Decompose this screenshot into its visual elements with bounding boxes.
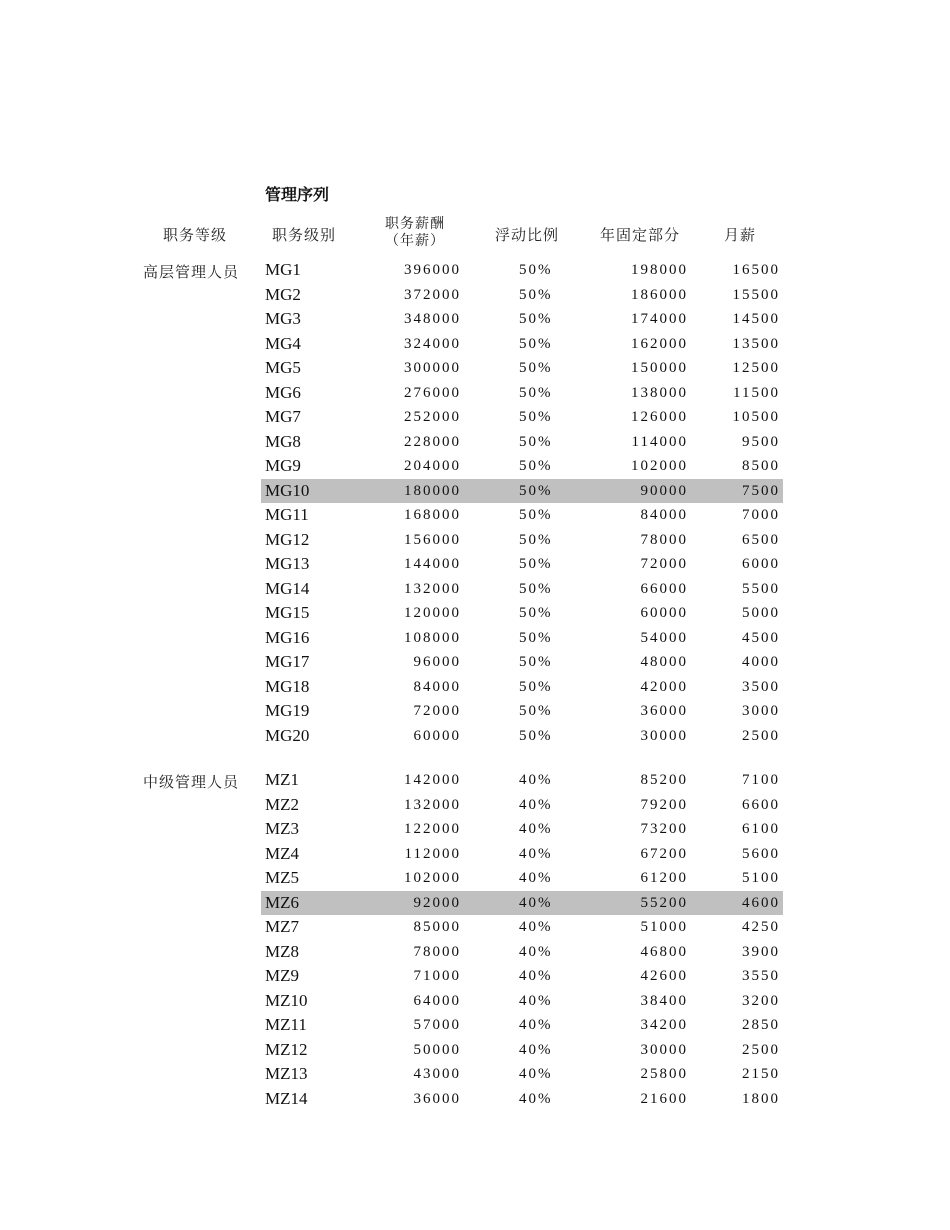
fixed-part-cell: 30000 bbox=[640, 727, 688, 744]
monthly-salary-cell: 5000 bbox=[742, 605, 780, 621]
monthly-salary-cell: 15500 bbox=[732, 286, 780, 303]
float-ratio-cell: 50% bbox=[519, 433, 553, 450]
table-row bbox=[261, 405, 783, 430]
float-ratio-cell: 50% bbox=[519, 262, 553, 278]
monthly-salary-cell: 1800 bbox=[742, 1090, 780, 1107]
table-row bbox=[261, 724, 783, 749]
table-row bbox=[261, 1062, 783, 1087]
header-annual-salary bbox=[374, 216, 456, 250]
annual-salary-cell: 78000 bbox=[413, 943, 461, 960]
annual-salary-cell: 300000 bbox=[404, 360, 461, 376]
annual-salary-cell: 85000 bbox=[413, 919, 461, 935]
annual-salary-cell: 324000 bbox=[404, 335, 461, 352]
fixed-part-cell: 36000 bbox=[640, 703, 688, 719]
table-row bbox=[261, 430, 783, 455]
fixed-part-cell: 138000 bbox=[631, 384, 688, 401]
grade-cell: MZ3 bbox=[265, 819, 299, 838]
table-row bbox=[261, 964, 783, 989]
grade-cell: MG8 bbox=[265, 431, 301, 451]
table-row bbox=[261, 1038, 783, 1063]
header-fixed-part: 年固定部分 bbox=[600, 226, 681, 244]
float-ratio-cell: 40% bbox=[519, 821, 553, 837]
grade-cell: MZ2 bbox=[265, 794, 299, 814]
table-row bbox=[261, 699, 783, 724]
monthly-salary-cell: 7500 bbox=[742, 482, 780, 499]
table-row bbox=[261, 650, 783, 675]
float-ratio-cell: 50% bbox=[519, 409, 553, 425]
annual-salary-cell: 57000 bbox=[413, 1017, 461, 1033]
table-row bbox=[261, 866, 783, 891]
fixed-part-cell: 51000 bbox=[640, 919, 688, 935]
float-ratio-cell: 40% bbox=[519, 1041, 553, 1058]
grade-cell: MG4 bbox=[265, 333, 301, 353]
fixed-part-cell: 46800 bbox=[640, 943, 688, 960]
annual-salary-cell: 132000 bbox=[404, 580, 461, 597]
annual-salary-cell: 180000 bbox=[404, 482, 461, 499]
group-label-senior: 高层管理人员 bbox=[143, 263, 240, 281]
monthly-salary-cell: 12500 bbox=[732, 360, 780, 376]
annual-salary-cell: 50000 bbox=[413, 1041, 461, 1058]
float-ratio-cell: 40% bbox=[519, 796, 553, 813]
monthly-salary-cell: 4600 bbox=[742, 894, 780, 911]
grade-cell: MZ10 bbox=[265, 990, 308, 1010]
monthly-salary-cell: 6500 bbox=[742, 531, 780, 548]
fixed-part-cell: 162000 bbox=[631, 335, 688, 352]
float-ratio-cell: 50% bbox=[519, 507, 553, 523]
monthly-salary-cell: 9500 bbox=[742, 433, 780, 450]
page-title: 管理序列 bbox=[265, 185, 330, 204]
table-row bbox=[261, 283, 783, 308]
table-row bbox=[261, 989, 783, 1014]
annual-salary-cell: 144000 bbox=[404, 556, 461, 572]
grade-cell: MG20 bbox=[265, 725, 310, 745]
fixed-part-cell: 67200 bbox=[640, 845, 688, 862]
fixed-part-cell: 78000 bbox=[640, 531, 688, 548]
fixed-part-cell: 126000 bbox=[631, 409, 688, 425]
table-row bbox=[261, 768, 783, 793]
grade-cell: MZ13 bbox=[265, 1064, 308, 1083]
float-ratio-cell: 50% bbox=[519, 654, 553, 670]
fixed-part-cell: 150000 bbox=[631, 360, 688, 376]
annual-salary-cell: 396000 bbox=[404, 262, 461, 278]
annual-salary-cell: 71000 bbox=[413, 968, 461, 984]
fixed-part-cell: 90000 bbox=[640, 482, 688, 499]
header-grade: 职务级别 bbox=[272, 226, 337, 244]
group-label-middle: 中级管理人员 bbox=[143, 773, 240, 791]
float-ratio-cell: 50% bbox=[519, 286, 553, 303]
float-ratio-cell: 50% bbox=[519, 605, 553, 621]
table-row bbox=[261, 356, 783, 381]
annual-salary-cell: 60000 bbox=[413, 727, 461, 744]
monthly-salary-cell: 3550 bbox=[742, 968, 780, 984]
monthly-salary-cell: 7100 bbox=[742, 772, 780, 788]
float-ratio-cell: 40% bbox=[519, 1066, 553, 1082]
fixed-part-cell: 73200 bbox=[640, 821, 688, 837]
table-row bbox=[261, 793, 783, 818]
grade-cell: MG3 bbox=[265, 309, 301, 328]
grade-cell: MG9 bbox=[265, 456, 301, 475]
fixed-part-cell: 84000 bbox=[640, 507, 688, 523]
monthly-salary-cell: 3500 bbox=[742, 678, 780, 695]
annual-salary-cell: 92000 bbox=[413, 894, 461, 911]
monthly-salary-cell: 14500 bbox=[732, 311, 780, 327]
monthly-salary-cell: 6100 bbox=[742, 821, 780, 837]
grade-cell: MG7 bbox=[265, 407, 301, 426]
monthly-salary-cell: 2500 bbox=[742, 1041, 780, 1058]
grade-cell: MG11 bbox=[265, 505, 309, 524]
float-ratio-cell: 50% bbox=[519, 678, 553, 695]
float-ratio-cell: 50% bbox=[519, 360, 553, 376]
annual-salary-cell: 142000 bbox=[404, 772, 461, 788]
float-ratio-cell: 50% bbox=[519, 531, 553, 548]
monthly-salary-cell: 6600 bbox=[742, 796, 780, 813]
fixed-part-cell: 61200 bbox=[640, 870, 688, 886]
annual-salary-cell: 102000 bbox=[404, 870, 461, 886]
float-ratio-cell: 40% bbox=[519, 919, 553, 935]
annual-salary-cell: 108000 bbox=[404, 629, 461, 646]
table-row bbox=[261, 479, 783, 504]
table-row bbox=[261, 454, 783, 479]
float-ratio-cell: 40% bbox=[519, 1017, 553, 1033]
grade-cell: MZ9 bbox=[265, 966, 299, 985]
grade-cell: MZ14 bbox=[265, 1088, 308, 1108]
grade-cell: MZ12 bbox=[265, 1039, 308, 1059]
float-ratio-cell: 50% bbox=[519, 384, 553, 401]
grade-cell: MG5 bbox=[265, 358, 301, 377]
float-ratio-cell: 40% bbox=[519, 870, 553, 886]
annual-salary-cell: 96000 bbox=[413, 654, 461, 670]
annual-salary-cell: 84000 bbox=[413, 678, 461, 695]
monthly-salary-cell: 16500 bbox=[732, 262, 780, 278]
table-row bbox=[261, 552, 783, 577]
float-ratio-cell: 40% bbox=[519, 1090, 553, 1107]
monthly-salary-cell: 5600 bbox=[742, 845, 780, 862]
annual-salary-cell: 36000 bbox=[413, 1090, 461, 1107]
fixed-part-cell: 21600 bbox=[640, 1090, 688, 1107]
table-row bbox=[261, 307, 783, 332]
table-row bbox=[261, 332, 783, 357]
annual-salary-cell: 122000 bbox=[404, 821, 461, 837]
table-row bbox=[261, 915, 783, 940]
fixed-part-cell: 55200 bbox=[640, 894, 688, 911]
annual-salary-cell: 372000 bbox=[404, 286, 461, 303]
grade-cell: MZ6 bbox=[265, 892, 299, 912]
annual-salary-cell: 204000 bbox=[404, 458, 461, 474]
annual-salary-cell: 43000 bbox=[413, 1066, 461, 1082]
grade-cell: MZ7 bbox=[265, 917, 299, 936]
grade-cell: MG19 bbox=[265, 701, 310, 720]
table-row bbox=[261, 503, 783, 528]
fixed-part-cell: 30000 bbox=[640, 1041, 688, 1058]
monthly-salary-cell: 4000 bbox=[742, 654, 780, 670]
float-ratio-cell: 50% bbox=[519, 580, 553, 597]
table-row bbox=[261, 891, 783, 916]
table-row bbox=[261, 1087, 783, 1112]
fixed-part-cell: 60000 bbox=[640, 605, 688, 621]
grade-cell: MG1 bbox=[265, 260, 301, 279]
grade-cell: MG18 bbox=[265, 676, 310, 696]
grade-cell: MZ11 bbox=[265, 1015, 307, 1034]
monthly-salary-cell: 6000 bbox=[742, 556, 780, 572]
middle-management-table bbox=[261, 768, 783, 1111]
grade-cell: MG13 bbox=[265, 554, 310, 573]
float-ratio-cell: 50% bbox=[519, 311, 553, 327]
fixed-part-cell: 79200 bbox=[640, 796, 688, 813]
grade-cell: MG16 bbox=[265, 627, 310, 647]
annual-salary-cell: 348000 bbox=[404, 311, 461, 327]
fixed-part-cell: 34200 bbox=[640, 1017, 688, 1033]
table-row bbox=[261, 842, 783, 867]
fixed-part-cell: 38400 bbox=[640, 992, 688, 1009]
table-row bbox=[261, 577, 783, 602]
grade-cell: MG14 bbox=[265, 578, 310, 598]
monthly-salary-cell: 5500 bbox=[742, 580, 780, 597]
monthly-salary-cell: 4500 bbox=[742, 629, 780, 646]
grade-cell: MZ1 bbox=[265, 770, 299, 789]
fixed-part-cell: 198000 bbox=[631, 262, 688, 278]
monthly-salary-cell: 3200 bbox=[742, 992, 780, 1009]
float-ratio-cell: 50% bbox=[519, 703, 553, 719]
fixed-part-cell: 186000 bbox=[631, 286, 688, 303]
table-row bbox=[261, 258, 783, 283]
senior-management-table bbox=[261, 258, 783, 748]
table-row bbox=[261, 626, 783, 651]
annual-salary-cell: 64000 bbox=[413, 992, 461, 1009]
grade-cell: MG12 bbox=[265, 529, 310, 549]
annual-salary-cell: 228000 bbox=[404, 433, 461, 450]
annual-salary-cell: 156000 bbox=[404, 531, 461, 548]
header-annual-line2: （年薪） bbox=[385, 233, 445, 249]
grade-cell: MG10 bbox=[265, 480, 310, 500]
annual-salary-cell: 120000 bbox=[404, 605, 461, 621]
table-row bbox=[261, 1013, 783, 1038]
monthly-salary-cell: 3000 bbox=[742, 703, 780, 719]
annual-salary-cell: 168000 bbox=[404, 507, 461, 523]
float-ratio-cell: 50% bbox=[519, 629, 553, 646]
grade-cell: MG6 bbox=[265, 382, 301, 402]
grade-cell: MG17 bbox=[265, 652, 310, 671]
table-row bbox=[261, 940, 783, 965]
monthly-salary-cell: 2500 bbox=[742, 727, 780, 744]
table-row bbox=[261, 528, 783, 553]
float-ratio-cell: 40% bbox=[519, 845, 553, 862]
grade-cell: MG15 bbox=[265, 603, 310, 622]
float-ratio-cell: 40% bbox=[519, 894, 553, 911]
monthly-salary-cell: 8500 bbox=[742, 458, 780, 474]
header-annual-line1: 职务薪酬 bbox=[385, 216, 445, 232]
monthly-salary-cell: 3900 bbox=[742, 943, 780, 960]
fixed-part-cell: 72000 bbox=[640, 556, 688, 572]
header-level: 职务等级 bbox=[163, 226, 228, 244]
fixed-part-cell: 54000 bbox=[640, 629, 688, 646]
monthly-salary-cell: 2850 bbox=[742, 1017, 780, 1033]
fixed-part-cell: 25800 bbox=[640, 1066, 688, 1082]
monthly-salary-cell: 10500 bbox=[732, 409, 780, 425]
grade-cell: MZ4 bbox=[265, 843, 299, 863]
fixed-part-cell: 174000 bbox=[631, 311, 688, 327]
fixed-part-cell: 48000 bbox=[640, 654, 688, 670]
table-row bbox=[261, 601, 783, 626]
float-ratio-cell: 40% bbox=[519, 992, 553, 1009]
float-ratio-cell: 50% bbox=[519, 335, 553, 352]
table-row bbox=[261, 381, 783, 406]
grade-cell: MZ8 bbox=[265, 941, 299, 961]
fixed-part-cell: 66000 bbox=[640, 580, 688, 597]
fixed-part-cell: 42000 bbox=[640, 678, 688, 695]
grade-cell: MG2 bbox=[265, 284, 301, 304]
monthly-salary-cell: 13500 bbox=[732, 335, 780, 352]
fixed-part-cell: 114000 bbox=[631, 433, 688, 450]
float-ratio-cell: 40% bbox=[519, 968, 553, 984]
fixed-part-cell: 85200 bbox=[640, 772, 688, 788]
monthly-salary-cell: 2150 bbox=[742, 1066, 780, 1082]
float-ratio-cell: 40% bbox=[519, 943, 553, 960]
monthly-salary-cell: 7000 bbox=[742, 507, 780, 523]
float-ratio-cell: 50% bbox=[519, 458, 553, 474]
table-row bbox=[261, 817, 783, 842]
fixed-part-cell: 42600 bbox=[640, 968, 688, 984]
fixed-part-cell: 102000 bbox=[631, 458, 688, 474]
monthly-salary-cell: 4250 bbox=[742, 919, 780, 935]
grade-cell: MZ5 bbox=[265, 868, 299, 887]
header-monthly-salary: 月薪 bbox=[724, 226, 757, 244]
float-ratio-cell: 50% bbox=[519, 727, 553, 744]
float-ratio-cell: 50% bbox=[519, 482, 553, 499]
annual-salary-cell: 252000 bbox=[404, 409, 461, 425]
annual-salary-cell: 276000 bbox=[404, 384, 461, 401]
monthly-salary-cell: 11500 bbox=[733, 384, 780, 401]
monthly-salary-cell: 5100 bbox=[742, 870, 780, 886]
table-row bbox=[261, 675, 783, 700]
annual-salary-cell: 132000 bbox=[404, 796, 461, 813]
annual-salary-cell: 112000 bbox=[404, 845, 461, 862]
annual-salary-cell: 72000 bbox=[413, 703, 461, 719]
float-ratio-cell: 50% bbox=[519, 556, 553, 572]
float-ratio-cell: 40% bbox=[519, 772, 553, 788]
header-float-ratio: 浮动比例 bbox=[495, 226, 560, 244]
